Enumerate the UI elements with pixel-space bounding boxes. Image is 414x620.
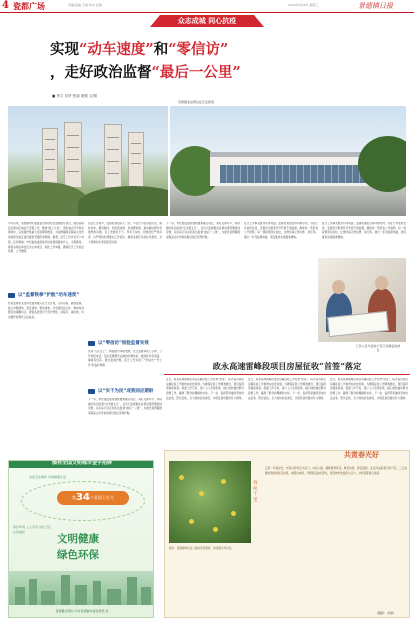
lead-headline	[50, 38, 370, 84]
story2-headline: 政永高速雷峰段项目房屋征收“首签”落定	[212, 361, 362, 371]
issue-date: 2022年6月8日 星期三	[288, 3, 319, 7]
kicker-banner: 众志成城 同心抗疫	[160, 15, 254, 27]
ad-footer: 景德镇文明办 中共景德镇市委宣传部 宣	[55, 609, 109, 613]
lead-body-col3: 下一步，市纪委监委将继续聚焦重点项目，紧盯关键环节，持续做好政治监督“后半篇文章”，以有力监督推动各项决策部署落地见效，以实际行动走好政治监督“最后一公里”，为建设景德镇国家陶瓷文化传承创新试验区保驾护航。	[88, 398, 162, 416]
lead-body-col1-2: 纪检监察机关坚持把监督融入征迁全过程，主动对接、靠前监督，建立问题清单、责任清单、整改清单，对发现的苗头性、倾向性问题及时提醒纠正。督促各级党员干部守规矩、讲程序、重实效，切实维护好群众合法权益。	[8, 302, 84, 320]
paper-name: 景德镇日报	[358, 2, 393, 10]
ad-side-text: 保护环境 人人有责 讲究卫生 从我做起	[13, 525, 51, 534]
lead-body-col1: 今年以来，景德镇市纪委监委坚持把政治监督摆在首位，围绕高铁站及周边区域征迁安置工作，聚焦“国之大者”，紧盯重点环节和关键岗位，以监督护航重大项目顺利推进，为景德镇国家陶瓷文化传承创新试验区建设提供坚强纪律保障。据悉，征迁工作涉及多个村组，任务繁重。市纪委监委派驻纪检监察组提前介入，全程跟进，督促各相关单位压实主体责任，细化工作举措，确保征迁工作依法依规、公开透明。	[8, 222, 84, 254]
badge-prefix: 第	[72, 495, 77, 500]
badge-number: 34	[76, 492, 90, 503]
lead-body-col5: 征迁工作事关群众切身利益。监督检查组坚持问题导向，对征迁补偿款发放、安置房分配等环节开展专项监督，确保每一笔资金公开透明、每一项政策落实到位，让群众真正得实惠、享红利。通过一系列监督举措，项目推进实现提速增效。	[322, 222, 406, 240]
page-number: 4	[2, 0, 9, 11]
station-photo	[170, 106, 406, 216]
culture-vertical-title: 春风十里	[253, 481, 258, 503]
ad-motto-line2: 绿色环保	[57, 549, 99, 561]
lead-subhead-1: 以“监督铁拳”护航“动车速度”	[8, 292, 84, 299]
photo-caption: 景德镇北站周边征迁后新貌	[178, 100, 215, 104]
story2-body-2: 近日，政永高速雷峰段项目房屋征收工作迎来“首签”，标志着该项目房屋征收工作取得实质性进展。为确保征收工作顺利推进，项目指挥部提前谋划，组建工作专班，逐户上门宣传政策，耐心细致做好群众思想工作，赢得了群众的理解和支持。下一步，指挥部将继续坚持依法征收、阳光征收，全力加快征收进度，为项目建设提供有力保障。	[248, 378, 326, 400]
section-title: 瓷都广场	[13, 2, 45, 11]
culture-title: 共赏春光好	[344, 450, 379, 459]
culture-caption: 图为：景德镇市民在公园内赏花游玩，享受春日好时光。	[169, 547, 234, 550]
flowers-photo	[169, 461, 251, 543]
lead-subhead-3: 以“实干为民”成效回应期盼	[88, 388, 162, 395]
headline-quote-1: “动车速度”	[79, 41, 154, 58]
story2-body-3: 近日，政永高速雷峰段项目房屋征收工作迎来“首签”，标志着该项目房屋征收工作取得实质性进展。为确保征收工作顺利推进，项目指挥部提前谋划，组建工作专班，逐户上门宣传政策，耐心细致做好群众思想工作，赢得了群众的理解和支持。下一步，指挥部将继续坚持依法征收、阳光征收，全力加快征收进度，为项目建设提供有力保障。	[330, 378, 408, 400]
signing-photo-caption: 工作人员与征收户签订房屋征收协议	[355, 344, 401, 352]
headline-part: 和	[153, 41, 169, 58]
signing-photo	[318, 258, 406, 342]
masthead	[0, 0, 414, 13]
culture-feature	[164, 450, 410, 618]
badge-suffix: 个爱国卫生月	[89, 495, 114, 500]
headline-quote-2: “零信访”	[168, 41, 229, 58]
culture-text: 正是一年春好处，市民们纷纷走出家门，来到公园、湖畔踏青赏花。繁花似锦，绿意盎然，处处洋溢着春天的气息。三五成群的游客或驻足拍照，或漫步林间，尽情享受美好春光，感受城市的温度与活力，共赏瓷都春日美景。	[265, 467, 407, 475]
culture-byline: （摄影：余健）	[375, 611, 397, 615]
lead-body-col2: 在征迁过程中，监督检查组深入一线，与征迁户面对面交流，倾听诉求，解答疑问，把政策讲透、把道理讲明，推动解决群众急难愁盼问题。对工作推进不力、作风不实的，依规依纪严肃问责，以严明的纪律推动工作落实，确保各项任务按时序推进，全力保障动车项目建设进度。	[88, 222, 162, 244]
ad-title: 擦亮全国文明城市金字招牌	[9, 460, 154, 468]
lead-byline: ■ 李文 吴华 张丽 黄强 文/图	[52, 94, 98, 98]
headline-part: 实现	[50, 41, 79, 58]
public-service-ad	[8, 460, 154, 618]
lead-body-col4: 征迁工作事关群众切身利益。监督检查组坚持问题导向，对征迁补偿款发放、安置房分配等环节开展专项监督，确保每一笔资金公开透明、每一项政策落实到位，让群众真正得实惠、享红利。通过一系列监督举措，项目推进实现提速增效。	[244, 222, 318, 240]
lead-body-col2-2: 坚持“人民至上”，畅通信访举报渠道，设立监督举报公示牌，公开举报电话，及时受理群众反映的问题线索，做到件件有着落、事事有回音。通过监督护航，征迁工作实现了“零信访”“零上访”的良好效果。	[88, 350, 162, 368]
headline-quote-3: “最后一公里”	[151, 64, 241, 81]
ad-arc-text: 共创卫生城市 共享健康生活	[29, 475, 66, 479]
ad-badge	[57, 491, 129, 505]
story2-divider	[164, 374, 410, 375]
lead-subhead-2: 以“零信访”检验监督实效	[88, 340, 162, 347]
editor-credit: 责编/美编 王娟 校对 张健	[68, 3, 102, 7]
ad-city-skyline	[9, 571, 154, 605]
lead-body-col3b: 下一步，市纪委监委将继续聚焦重点项目，紧盯关键环节，持续做好政治监督“后半篇文章”，以有力监督推动各项决策部署落地见效，以实际行动走好政治监督“最后一公里”，为建设景德镇国家陶瓷文化传承创新试验区保驾护航。	[166, 222, 240, 240]
headline-part: ，走好政治监督	[50, 64, 152, 81]
story2-body-1: 近日，政永高速雷峰段项目房屋征收工作迎来“首签”，标志着该项目房屋征收工作取得实质性进展。为确保征收工作顺利推进，项目指挥部提前谋划，组建工作专班，逐户上门宣传政策，耐心细致做好群众思想工作，赢得了群众的理解和支持。下一步，指挥部将继续坚持依法征收、阳光征收，全力加快征收进度，为项目建设提供有力保障。	[166, 378, 244, 400]
ad-motto-line1: 文明健康	[57, 533, 99, 545]
residential-towers-photo	[8, 106, 168, 216]
